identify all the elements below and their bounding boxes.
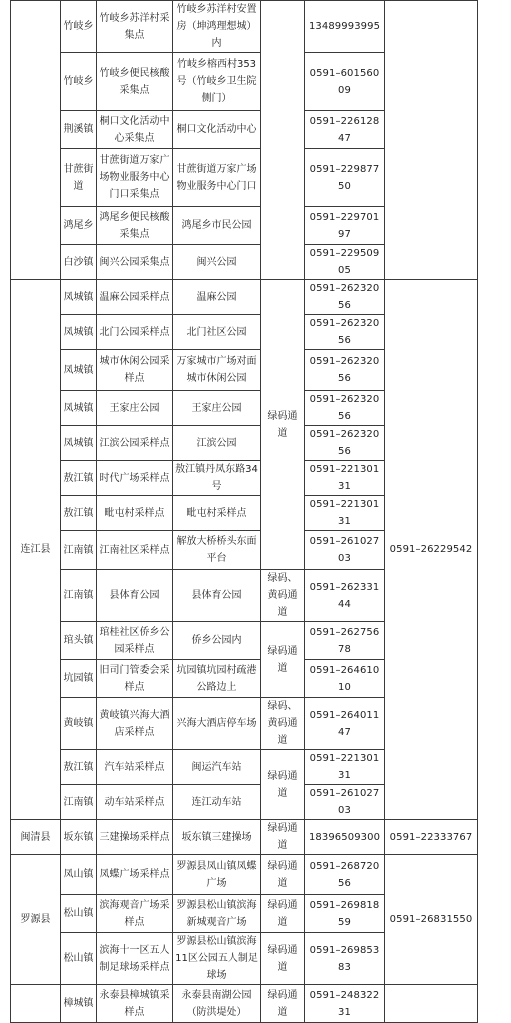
site-cell: 滨海十一区五人制足球场采样点 [97, 933, 173, 985]
site-cell: 江南社区采样点 [97, 531, 173, 570]
location-cell: 县体育公园 [173, 570, 261, 622]
town-cell: 黄岐镇 [61, 698, 97, 750]
site-cell: 凤蝶广场采样点 [97, 855, 173, 895]
site-cell: 竹岐乡苏洋村采集点 [97, 1, 173, 53]
location-cell: 王家庄公园 [173, 391, 261, 426]
town-cell: 坂东镇 [61, 820, 97, 855]
county-phone-cell: 0591–26831550 [385, 855, 478, 985]
town-cell: 竹岐乡 [61, 53, 97, 111]
phone-cell: 0591–26102703 [305, 785, 385, 820]
table-row [11, 1, 478, 53]
channel-cell: 绿码通道 [261, 895, 305, 933]
county-cell [11, 985, 61, 1023]
channel-cell: 绿码通道 [261, 750, 305, 820]
phone-cell: 0591–22950905 [305, 245, 385, 280]
phone-cell: 0591–26233144 [305, 570, 385, 622]
site-cell: 汽车站采样点 [97, 750, 173, 785]
town-cell: 甘蔗街道 [61, 149, 97, 207]
location-cell: 敖江镇丹凤东路34号 [173, 461, 261, 496]
site-cell: 琯桂社区侨乡公园采样点 [97, 622, 173, 660]
phone-cell: 0591–26461010 [305, 660, 385, 698]
location-cell: 闽兴公园 [173, 245, 261, 280]
town-cell: 凤城镇 [61, 426, 97, 461]
location-cell: 万家城市广场对面城市休闲公园 [173, 350, 261, 391]
site-cell: 甘蔗街道万家广场物业服务中心门口采集点 [97, 149, 173, 207]
town-cell: 凤山镇 [61, 855, 97, 895]
phone-cell: 0591–26401147 [305, 698, 385, 750]
location-cell: 坑园镇坑园村疏港公路边上 [173, 660, 261, 698]
site-cell: 三建操场采样点 [97, 820, 173, 855]
site-cell: 桐口文化活动中心采集点 [97, 111, 173, 149]
site-cell: 永泰县樟城镇采样点 [97, 985, 173, 1023]
location-cell: 桐口文化活动中心 [173, 111, 261, 149]
phone-cell: 0591–22130131 [305, 750, 385, 785]
channel-cell [261, 1, 305, 280]
town-cell: 樟城镇 [61, 985, 97, 1023]
phone-cell: 0591–22987750 [305, 149, 385, 207]
county-phone-cell: 0591–26229542 [385, 280, 478, 820]
phone-cell: 0591–26275678 [305, 622, 385, 660]
location-cell: 鸿尾乡市民公园 [173, 207, 261, 245]
location-cell: 闽运汽车站 [173, 750, 261, 785]
location-cell: 连江动车站 [173, 785, 261, 820]
town-cell: 竹岐乡 [61, 1, 97, 53]
location-cell: 江滨公园 [173, 426, 261, 461]
channel-cell: 绿码、黄码通道 [261, 570, 305, 622]
town-cell: 敖江镇 [61, 496, 97, 531]
site-cell: 城市休闲公园采样点 [97, 350, 173, 391]
site-cell: 温麻公园采样点 [97, 280, 173, 315]
phone-cell: 0591–24832231 [305, 985, 385, 1023]
channel-cell: 绿码通道 [261, 855, 305, 895]
phone-cell: 13489993995 [305, 1, 385, 53]
table-row [11, 855, 478, 895]
town-cell: 松山镇 [61, 933, 97, 985]
site-cell: 县体育公园 [97, 570, 173, 622]
location-cell: 解放大桥桥头东面平台 [173, 531, 261, 570]
table-row [11, 985, 478, 1023]
channel-cell: 绿码通道 [261, 985, 305, 1023]
location-cell: 竹岐乡榕西村353号（竹岐乡卫生院侧门） [173, 53, 261, 111]
county-phone-cell [385, 985, 478, 1023]
town-cell: 凤城镇 [61, 350, 97, 391]
town-cell: 江南镇 [61, 570, 97, 622]
town-cell: 敖江镇 [61, 750, 97, 785]
location-cell: 甘蔗街道万家广场物业服务中心门口 [173, 149, 261, 207]
town-cell: 敖江镇 [61, 461, 97, 496]
county-cell: 罗源县 [11, 855, 61, 985]
site-cell: 旧司门管委会采样点 [97, 660, 173, 698]
table-row [11, 280, 478, 315]
town-cell: 坑园镇 [61, 660, 97, 698]
site-cell: 闽兴公园采集点 [97, 245, 173, 280]
site-cell: 时代广场采样点 [97, 461, 173, 496]
location-cell: 北门社区公园 [173, 315, 261, 350]
location-cell: 温麻公园 [173, 280, 261, 315]
phone-cell: 0591–22970197 [305, 207, 385, 245]
phone-cell: 0591–26232056 [305, 315, 385, 350]
channel-cell: 绿码通道 [261, 933, 305, 985]
county-phone-cell: 0591–22333767 [385, 820, 478, 855]
town-cell: 凤城镇 [61, 280, 97, 315]
county-cell: 连江县 [11, 280, 61, 820]
location-cell: 坂东镇三建操场 [173, 820, 261, 855]
phone-cell: 0591–22612847 [305, 111, 385, 149]
phone-cell: 0591–26232056 [305, 426, 385, 461]
phone-cell: 0591–26102703 [305, 531, 385, 570]
channel-cell: 绿码通道 [261, 280, 305, 570]
site-cell: 竹岐乡便民核酸采集点 [97, 53, 173, 111]
site-cell: 毗屯村采样点 [97, 496, 173, 531]
site-cell: 江滨公园采样点 [97, 426, 173, 461]
town-cell: 凤城镇 [61, 315, 97, 350]
county-phone-cell [385, 1, 478, 280]
channel-cell: 绿码通道 [261, 622, 305, 698]
phone-cell: 0591–60156009 [305, 53, 385, 111]
town-cell: 鸿尾乡 [61, 207, 97, 245]
phone-cell: 0591–22130131 [305, 461, 385, 496]
town-cell: 江南镇 [61, 531, 97, 570]
town-cell: 琯头镇 [61, 622, 97, 660]
town-cell: 松山镇 [61, 895, 97, 933]
phone-cell: 0591–26232056 [305, 280, 385, 315]
table-row [11, 820, 478, 855]
site-cell: 北门公园采样点 [97, 315, 173, 350]
location-cell: 侨乡公园内 [173, 622, 261, 660]
town-cell: 白沙镇 [61, 245, 97, 280]
phone-cell: 18396509300 [305, 820, 385, 855]
town-cell: 江南镇 [61, 785, 97, 820]
site-cell: 王家庄公园 [97, 391, 173, 426]
site-cell: 滨海观音广场采样点 [97, 895, 173, 933]
location-cell: 竹岐乡苏洋村安置房（坤鸿理想城）内 [173, 1, 261, 53]
location-cell: 永泰县南湖公园（防洪堤处） [173, 985, 261, 1023]
channel-cell: 绿码、黄码通道 [261, 698, 305, 750]
county-cell: 闽清县 [11, 820, 61, 855]
location-cell: 毗屯村采样点 [173, 496, 261, 531]
town-cell: 荆溪镇 [61, 111, 97, 149]
county-cell [11, 1, 61, 280]
channel-cell: 绿码通道 [261, 820, 305, 855]
phone-cell: 0591–26981859 [305, 895, 385, 933]
location-cell: 兴海大酒店停车场 [173, 698, 261, 750]
location-cell: 罗源县松山镇滨海新城观音广场 [173, 895, 261, 933]
site-cell: 动车站采样点 [97, 785, 173, 820]
location-cell: 罗源县松山镇滨海11区公园五人制足球场 [173, 933, 261, 985]
town-cell: 凤城镇 [61, 391, 97, 426]
site-cell: 鸿尾乡便民核酸采集点 [97, 207, 173, 245]
phone-cell: 0591–26985383 [305, 933, 385, 985]
phone-cell: 0591–26232056 [305, 350, 385, 391]
sampling-sites-table [10, 0, 478, 1023]
phone-cell: 0591–26232056 [305, 391, 385, 426]
location-cell: 罗源县凤山镇凤蝶广场 [173, 855, 261, 895]
phone-cell: 0591–22130131 [305, 496, 385, 531]
phone-cell: 0591–26872056 [305, 855, 385, 895]
site-cell: 黄岐镇兴海大酒店采样点 [97, 698, 173, 750]
